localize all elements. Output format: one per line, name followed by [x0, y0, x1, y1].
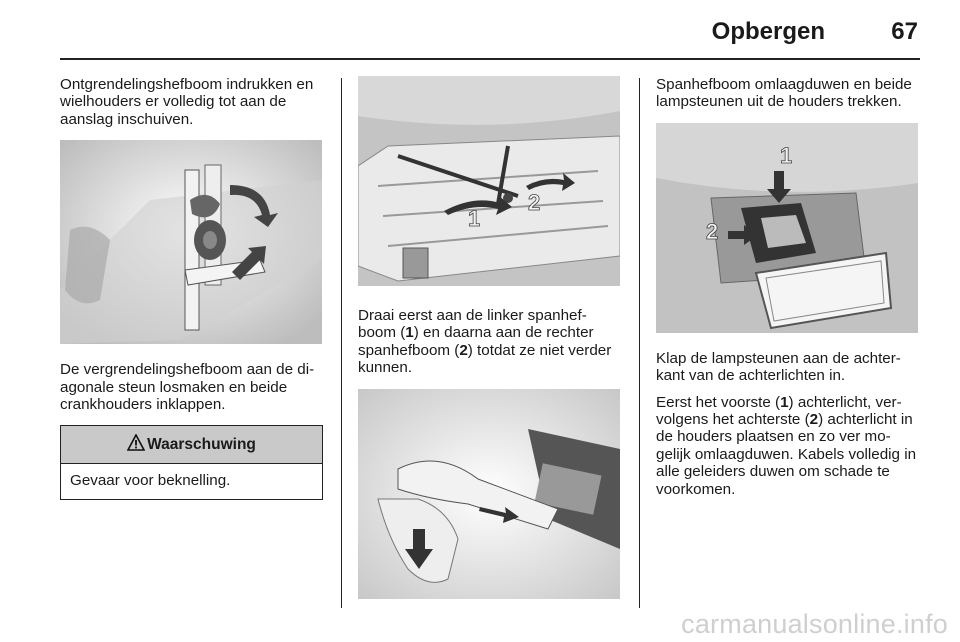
- instruction-text: Ontgrendelingshefboom indrukken en wielhouders er volledig tot aan de aanslag inschuiven.: [60, 76, 314, 128]
- column-3: [656, 76, 922, 498]
- callout-2: 2: [528, 190, 541, 215]
- figure-wheel-holder: [60, 140, 322, 344]
- ref-number: 2: [809, 411, 819, 429]
- header-rule: [60, 58, 920, 60]
- text-span: Eerst het voorste (: [656, 393, 781, 411]
- text-span: Draai eerst aan de linker spanhef-boom (: [358, 307, 587, 342]
- figure-push-down-lever: [358, 389, 620, 599]
- column-1: [60, 76, 324, 500]
- warning-triangle-icon: [127, 434, 145, 455]
- text-span: ) totdat ze niet verder kunnen.: [358, 341, 612, 377]
- callout-2: 2: [706, 218, 719, 244]
- figure-tension-levers: [358, 76, 620, 286]
- warning-text: Gevaar voor beknelling.: [70, 472, 231, 490]
- instruction-text: [358, 307, 624, 377]
- text-span: ) achterlicht, ver-volgens het achterste (: [656, 393, 902, 429]
- instruction-text: Klap de lampsteunen aan de achter-kant van de achterlichten in.: [656, 349, 901, 385]
- warning-box: [60, 425, 323, 499]
- column-divider-left: [341, 78, 342, 608]
- warning-header: [61, 426, 322, 464]
- instruction-text: Spanhefboom omlaagduwen en beide lampsteunen uit de houders trekken.: [656, 76, 912, 111]
- instruction-text: De vergrendelingshefboom aan de di-agonale steun losmaken en beide crankhouders inklappen.: [60, 361, 315, 414]
- column-divider-right: [639, 78, 640, 608]
- watermark: carmanualsonline.info: [681, 609, 948, 639]
- text-span: ) achterlicht in de houders plaatsen en zo ver mo-gelijk omlaagduwen. Kabels volledig in alle geleiders duwen om schade te voorkomen.: [656, 411, 917, 498]
- ref-number: 1: [780, 393, 789, 411]
- warning-title: Waarschuwing: [147, 436, 256, 454]
- text-span: ) en daarna aan de rechter spanhefboom (: [358, 324, 594, 359]
- callout-1: 1: [780, 142, 793, 168]
- ref-number: 1: [405, 324, 414, 342]
- callout-1: 1: [468, 206, 481, 231]
- ref-number: 2: [459, 341, 468, 359]
- page-title: Opbergen: [711, 18, 825, 45]
- instruction-text: [656, 394, 922, 498]
- page-number: 67: [891, 18, 918, 45]
- figure-lamp-supports: [656, 123, 918, 333]
- column-2: [358, 76, 624, 599]
- page-header: [60, 12, 920, 52]
